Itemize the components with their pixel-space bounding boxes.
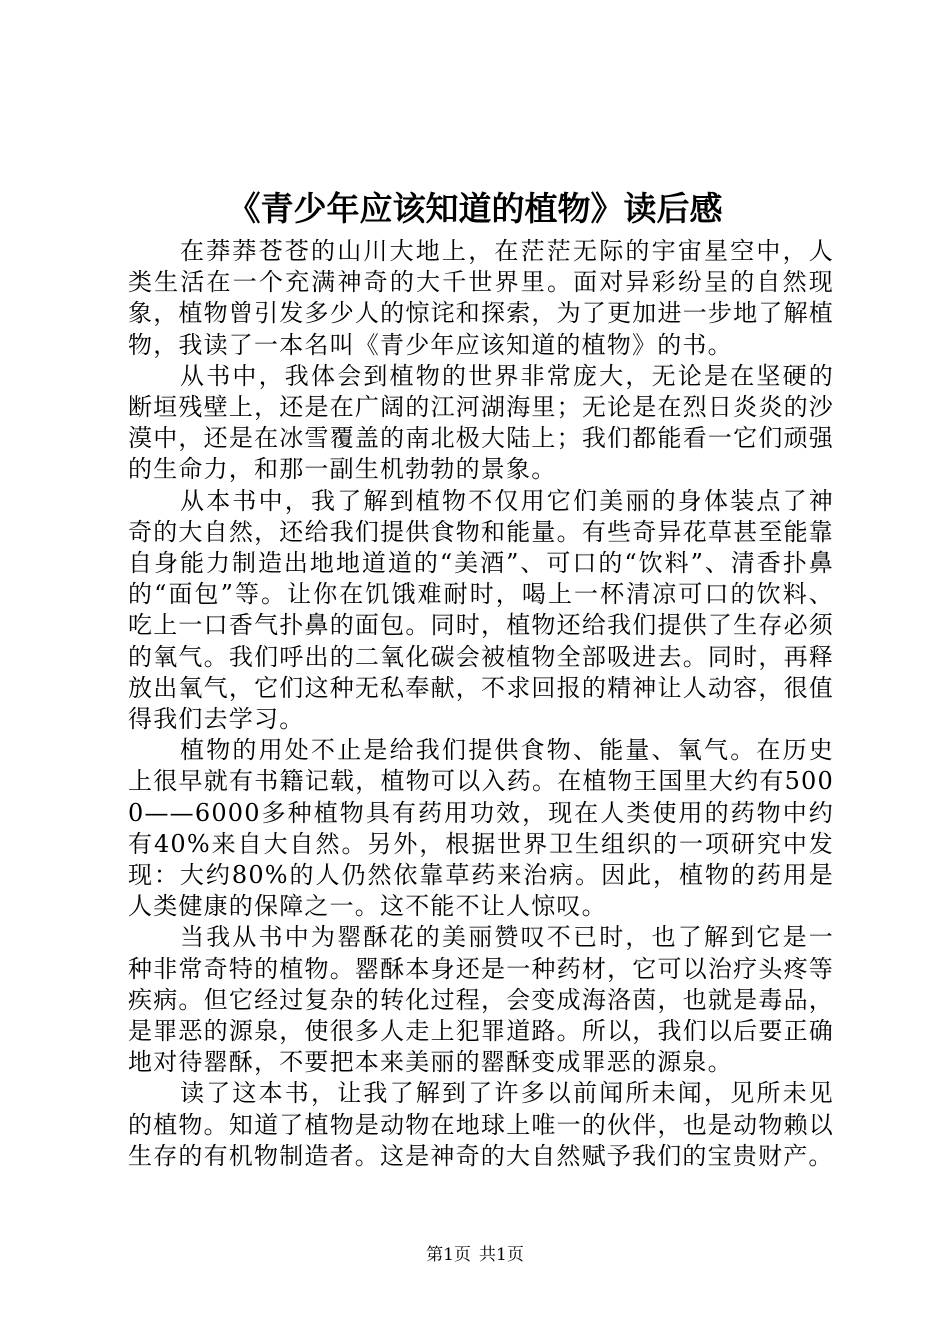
document-title: 《青少年应该知道的植物》读后感	[227, 189, 723, 228]
paragraph-medicinal-use: 植物的用处不止是给我们提供食物、能量、氧气。在历史上很早就有书籍记载，植物可以入药。在植物王国里大约有5000——6000多种植物具有药用功效，现在人类使用的药物中约有40%来自大自然。另外，根据世界卫生组织的一项研究中发现：大约80%的人仍然依靠草药来治病。因此，植物的药用是人类健康的保障之一。这不能不让人惊叹。	[128, 736, 834, 921]
paragraph-poppy: 当我从书中为罂酥花的美丽赞叹不已时，也了解到它是一种非常奇特的植物。罂酥本身还是一种药材，它可以治疗头疼等疾病。但它经过复杂的转化过程，会变成海洛茵，也就是毒品，是罪恶的源泉，使很多人走上犯罪道路。所以，我们以后要正确地对待罂酥，不要把本来美丽的罂酥变成罪恶的源泉。	[128, 923, 834, 1077]
paragraph-intro: 在莽莽苍苍的山川大地上，在茫茫无际的宇宙星空中，人类生活在一个充满神奇的大千世界里。面对异彩纷呈的自然现象，植物曾引发多少人的惊诧和探索，为了更加进一步地了解植物，我读了一本名叫《青少年应该知道的植物》的书。	[128, 237, 834, 359]
paragraph-vast-world: 从书中，我体会到植物的世界非常庞大，无论是在坚硬的断垣残壁上，还是在广阔的江河湖海里；无论是在烈日炎炎的沙漠中，还是在冰雪覆盖的南北极大陆上；我们都能看一它们顽强的生命力，和那一副生机勃勃的景象。	[128, 361, 834, 484]
paragraph-conclusion: 读了这本书，让我了解到了许多以前闻所未闻，见所未见的植物。知道了植物是动物在地球上唯一的伙伴，也是动物赖以生存的有机物制造者。这是神奇的大自然赋予我们的宝贵财产。	[128, 1079, 834, 1170]
document-body	[128, 236, 834, 1172]
paragraph-food-energy: 从本书中，我了解到植物不仅用它们美丽的身体装点了神奇的大自然，还给我们提供食物和能量。有些奇异花草甚至能靠自身能力制造出地地道道的“美酒”、可口的“饮料”、清香扑鼻的“面包”等。让你在饥饿难耐时，喝上一杯清凉可口的饮料、吃上一口香气扑鼻的面包。同时，植物还给我们提供了生存必须的氧气。我们呼出的二氧化碳会被植物全部吸进去。同时，再释放出氧气，它们这种无私奉献，不求回报的精神让人动容，很值得我们去学习。	[128, 486, 834, 734]
page-total: 共1页	[479, 1245, 524, 1265]
page-footer	[0, 1244, 950, 1266]
page-number: 第1页	[426, 1245, 471, 1265]
